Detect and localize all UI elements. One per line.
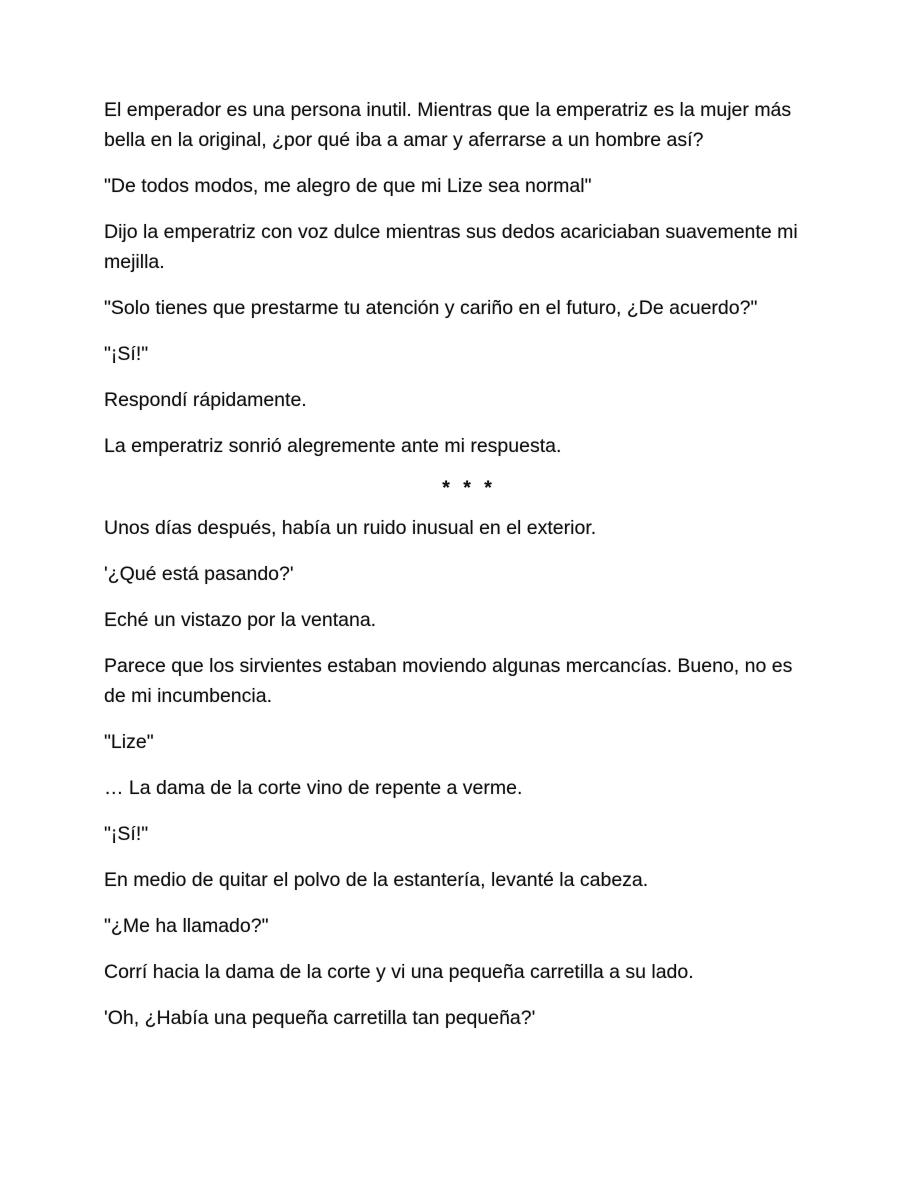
paragraph: "¡Sí!" [104, 823, 149, 845]
paragraph: "De todos modos, me alegro de que mi Lize sea normal" [104, 175, 592, 197]
paragraph: "¡Sí!" [104, 343, 149, 365]
paragraph: 'Oh, ¿Había una pequeña carretilla tan pequeña?' [104, 1007, 536, 1029]
paragraph: '¿Qué está pasando?' [104, 563, 294, 585]
paragraph: En medio de quitar el polvo de la estantería, levanté la cabeza. [104, 869, 649, 891]
paragraph: Parece que los sirvientes estaban moviendo algunas mercancías. Bueno, no es de mi incumbencia. [104, 655, 793, 707]
paragraph: Dijo la emperatriz con voz dulce mientras sus dedos acariciaban suavemente mi mejilla. [104, 221, 798, 273]
paragraph: Respondí rápidamente. [104, 389, 307, 411]
paragraph: "Solo tienes que prestarme tu atención y cariño en el futuro, ¿De acuerdo?" [104, 297, 758, 319]
paragraph: Corrí hacia la dama de la corte y vi una pequeña carretilla a su lado. [104, 961, 694, 983]
paragraph: El emperador es una persona inutil. Mientras que la emperatriz es la mujer más bella en la original, ¿por qué iba a amar y aferrarse a un hombre así? [104, 99, 792, 151]
paragraph: Eché un vistazo por la ventana. [104, 609, 377, 631]
paragraph: … La dama de la corte vino de repente a verme. [104, 777, 523, 799]
scene-separator: * * * [442, 477, 496, 499]
paragraph: "¿Me ha llamado?" [104, 915, 269, 937]
paragraph: Unos días después, había un ruido inusual en el exterior. [104, 517, 597, 539]
document-body [104, 95, 804, 1049]
paragraph: "Lize" [104, 731, 154, 753]
paragraph: La emperatriz sonrió alegremente ante mi respuesta. [104, 435, 562, 457]
